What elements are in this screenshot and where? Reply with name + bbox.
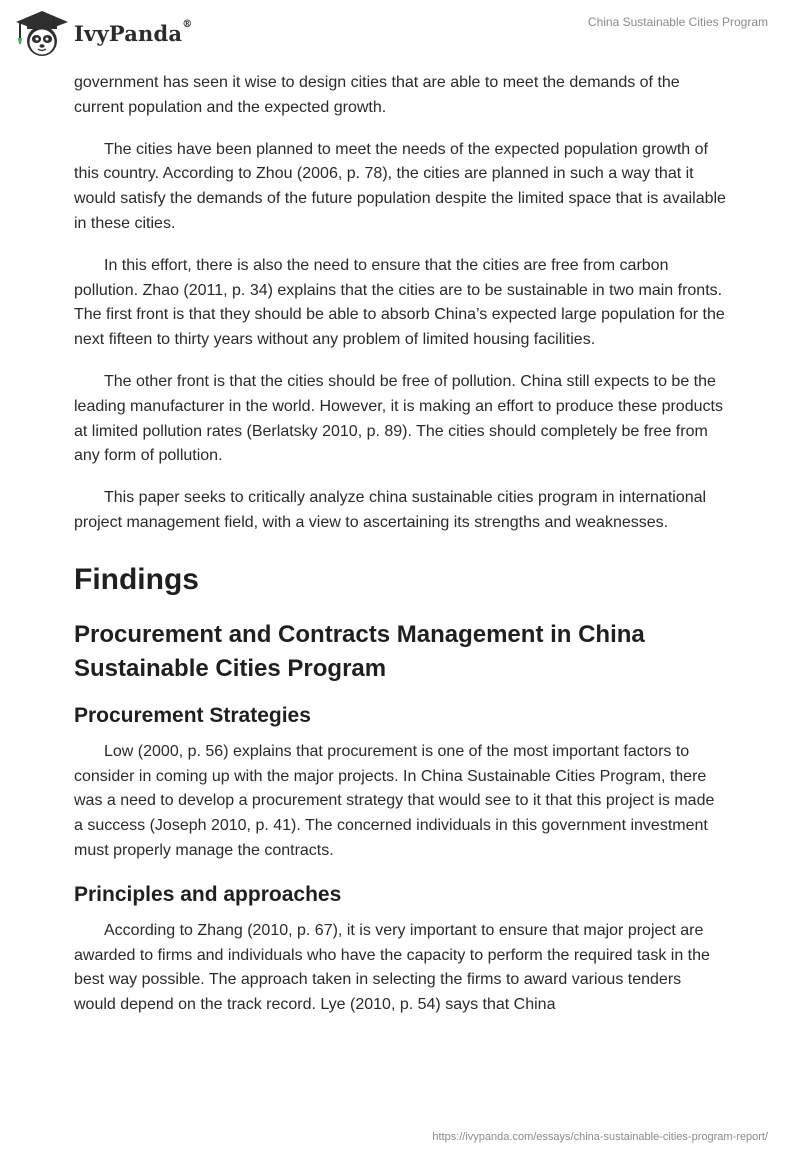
- ivypanda-logo[interactable]: [12, 8, 192, 58]
- page-header: [0, 0, 800, 70]
- source-url[interactable]: https://ivypanda.com/essays/china-sustainable-cities-program-report/: [432, 1131, 768, 1143]
- procurement-heading: Procurement and Contracts Management in China Sustainable Cities Program: [74, 620, 645, 682]
- strategies-paragraph: Low (2000, p. 56) explains that procurement is one of the most important factors to consider in coming up with the major projects. In China Sustainable Cities Program, there was a need to develop a procurement strategy that would see to it that this project is made a success (Joseph 2010, p. 41). The concerned individuals in this government investment must properly manage the contracts.: [74, 742, 715, 859]
- paragraph-continued: government has seen it wise to design cities that are able to meet the demands of the current population and the expected growth.: [74, 74, 680, 116]
- paragraph: This paper seeks to critically analyze china sustainable cities program in international project management field, with a view to ascertaining its strengths and weaknesses.: [74, 489, 707, 531]
- paragraph: The cities have been planned to meet the needs of the expected population growth of this country. According to Zhou (2006, p. 78), the cities are planned in such a way that it would satisfy the demands of the future population despite the limited space that is available in these cities.: [74, 140, 726, 232]
- article-body: [74, 71, 726, 1035]
- panda-graduate-icon: [12, 8, 68, 58]
- strategies-heading: Procurement Strategies: [74, 703, 311, 727]
- brand-name: IvyPanda®: [74, 18, 193, 46]
- paragraph: The other front is that the cities should be free of pollution. China still expects to be the leading manufacturer in the world. However, it is making an effort to produce these products at limited pollution rates (Berlatsky 2010, p. 89). The cities should completely be free from any form of pollution.: [74, 372, 723, 465]
- paragraph: In this effort, there is also the need to ensure that the cities are free from carbon pollution. Zhao (2011, p. 34) explains that the cities are to be sustainable in two main fronts. The first front is that they should be able to absorb China’s expected large population for the next fifteen to thirty years without any problem of limited housing facilities.: [74, 256, 725, 349]
- principles-paragraph: According to Zhang (2010, p. 67), it is very important to ensure that major project are awarded to firms and individuals who have the capacity to perform the required task in the best way possible. The approach taken in selecting the firms to award various tenders would depend on the track record. Lye (2010, p. 54) says that China: [74, 921, 710, 1014]
- document-title: China Sustainable Cities Program: [587, 15, 768, 29]
- principles-heading: Principles and approaches: [74, 882, 342, 906]
- findings-heading: Findings: [74, 562, 199, 596]
- registered-mark: ®: [182, 18, 193, 30]
